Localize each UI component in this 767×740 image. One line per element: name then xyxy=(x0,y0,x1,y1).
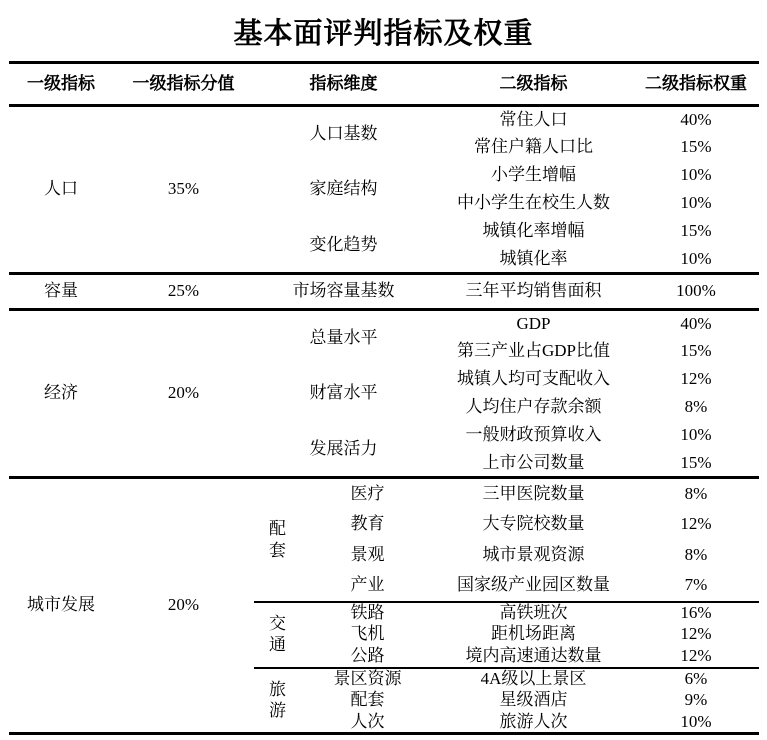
dimension-cell: 产业 xyxy=(350,575,385,595)
weight-cell: 10% xyxy=(680,248,712,268)
weight-cell: 100% xyxy=(634,274,759,310)
indicator-cell: GDP xyxy=(434,310,634,338)
weight-cell: 16% xyxy=(634,602,759,624)
indicator-cell: 城镇化率增幅 xyxy=(482,221,585,241)
header-level2: 二级指标 xyxy=(434,63,634,106)
indicator-cell: 大专院校数量 xyxy=(482,513,585,533)
header-level1-score: 一级指标分值 xyxy=(114,63,254,106)
weight-cell: 12% xyxy=(680,645,712,665)
indicator-cell: 距机场距离 xyxy=(491,624,576,644)
indicator-cell: 高铁班次 xyxy=(434,602,634,624)
weight-cell: 9% xyxy=(684,690,708,710)
level1-cell: 容量 xyxy=(9,274,114,310)
weight-cell: 10% xyxy=(680,165,712,185)
dimension-cell: 人次 xyxy=(350,711,385,731)
dimension-cell: 公路 xyxy=(350,645,385,665)
indicator-cell: 一般财政预算收入 xyxy=(465,425,602,445)
level1-cell: 城市发展 xyxy=(9,478,114,734)
level1-score-cell: 20% xyxy=(114,478,254,734)
indicator-cell: 城镇人均可支配收入 xyxy=(457,369,610,389)
weight-cell: 15% xyxy=(680,221,712,241)
weight-cell: 8% xyxy=(684,544,708,564)
weight-cell: 8% xyxy=(634,478,759,509)
weight-cell: 7% xyxy=(684,575,708,595)
indicator-cell: 人均住户存款余额 xyxy=(465,397,602,417)
indicator-cell: 旅游人次 xyxy=(499,711,568,731)
indicator-cell: 中小学生在校生人数 xyxy=(457,193,610,213)
level1-score-cell: 35% xyxy=(167,179,200,199)
level1-score-cell: 20% xyxy=(114,310,254,478)
level1-score-cell: 25% xyxy=(114,274,254,310)
group-label-cell xyxy=(254,668,302,734)
dimension-cell: 人口基数 xyxy=(309,124,378,144)
indicator-cell: 境内高速通达数量 xyxy=(465,645,602,665)
indicator-cell: 国家级产业园区数量 xyxy=(457,575,610,595)
table-title: 基本面评判指标及权重 xyxy=(233,18,534,50)
weight-cell: 10% xyxy=(680,711,712,731)
weight-cell: 15% xyxy=(680,341,712,361)
group-label: 配套 xyxy=(269,519,286,560)
indicator-cell: 星级酒店 xyxy=(499,690,568,710)
dimension-cell: 铁路 xyxy=(302,602,434,624)
group-label-cell xyxy=(254,602,302,668)
dimension-cell: 医疗 xyxy=(302,478,434,509)
weight-cell: 10% xyxy=(680,193,712,213)
indicator-cell: 常住人口 xyxy=(499,110,568,130)
weight-cell: 15% xyxy=(680,137,712,157)
indicator-cell: 城市景观资源 xyxy=(482,544,585,564)
weight-cell: 40% xyxy=(634,310,759,338)
dimension-cell: 配套 xyxy=(350,690,385,710)
indicator-cell: 三年平均销售面积 xyxy=(434,274,634,310)
weight-cell: 12% xyxy=(680,369,712,389)
weight-cell: 40% xyxy=(680,110,712,130)
dimension-cell: 景区资源 xyxy=(302,668,434,690)
weight-cell: 15% xyxy=(680,452,712,472)
dimension-cell: 发展活力 xyxy=(309,438,378,458)
table-row xyxy=(9,310,759,338)
level1-cell: 人口 xyxy=(44,179,78,199)
weight-cell: 6% xyxy=(634,668,759,690)
indicator-cell: 4A级以上景区 xyxy=(434,668,634,690)
group-label: 旅游 xyxy=(269,679,286,721)
indicator-cell: 上市公司数量 xyxy=(482,452,585,472)
header-level1: 一级指标 xyxy=(9,63,114,106)
group-label: 交通 xyxy=(269,614,286,655)
table-row xyxy=(9,106,759,134)
indicator-weight-table xyxy=(9,61,759,735)
dimension-cell: 景观 xyxy=(350,544,385,564)
dimension-cell: 财富水平 xyxy=(309,383,378,403)
dimension-cell: 市场容量基数 xyxy=(254,274,434,310)
table-row xyxy=(9,478,759,509)
indicator-cell: 常住户籍人口比 xyxy=(474,137,593,157)
group-label-cell xyxy=(254,478,302,602)
weight-cell: 12% xyxy=(680,513,712,533)
header-dimension: 指标维度 xyxy=(254,63,434,106)
indicator-cell: 小学生增幅 xyxy=(491,165,576,185)
header-level2-weight: 二级指标权重 xyxy=(634,63,759,106)
weight-cell: 10% xyxy=(680,425,712,445)
dimension-cell: 教育 xyxy=(350,513,385,533)
dimension-cell: 变化趋势 xyxy=(309,234,378,254)
weight-cell: 12% xyxy=(680,624,712,644)
indicator-cell: 城镇化率 xyxy=(499,248,568,268)
indicator-cell: 第三产业占GDP比值 xyxy=(456,341,610,361)
dimension-cell: 家庭结构 xyxy=(309,179,378,199)
weight-cell: 8% xyxy=(684,397,708,417)
table-row xyxy=(9,274,759,310)
level1-cell: 经济 xyxy=(9,310,114,478)
header-row xyxy=(9,63,759,106)
page xyxy=(0,11,767,735)
indicator-cell: 三甲医院数量 xyxy=(434,478,634,509)
dimension-cell: 总量水平 xyxy=(254,310,434,366)
dimension-cell: 飞机 xyxy=(350,624,385,644)
